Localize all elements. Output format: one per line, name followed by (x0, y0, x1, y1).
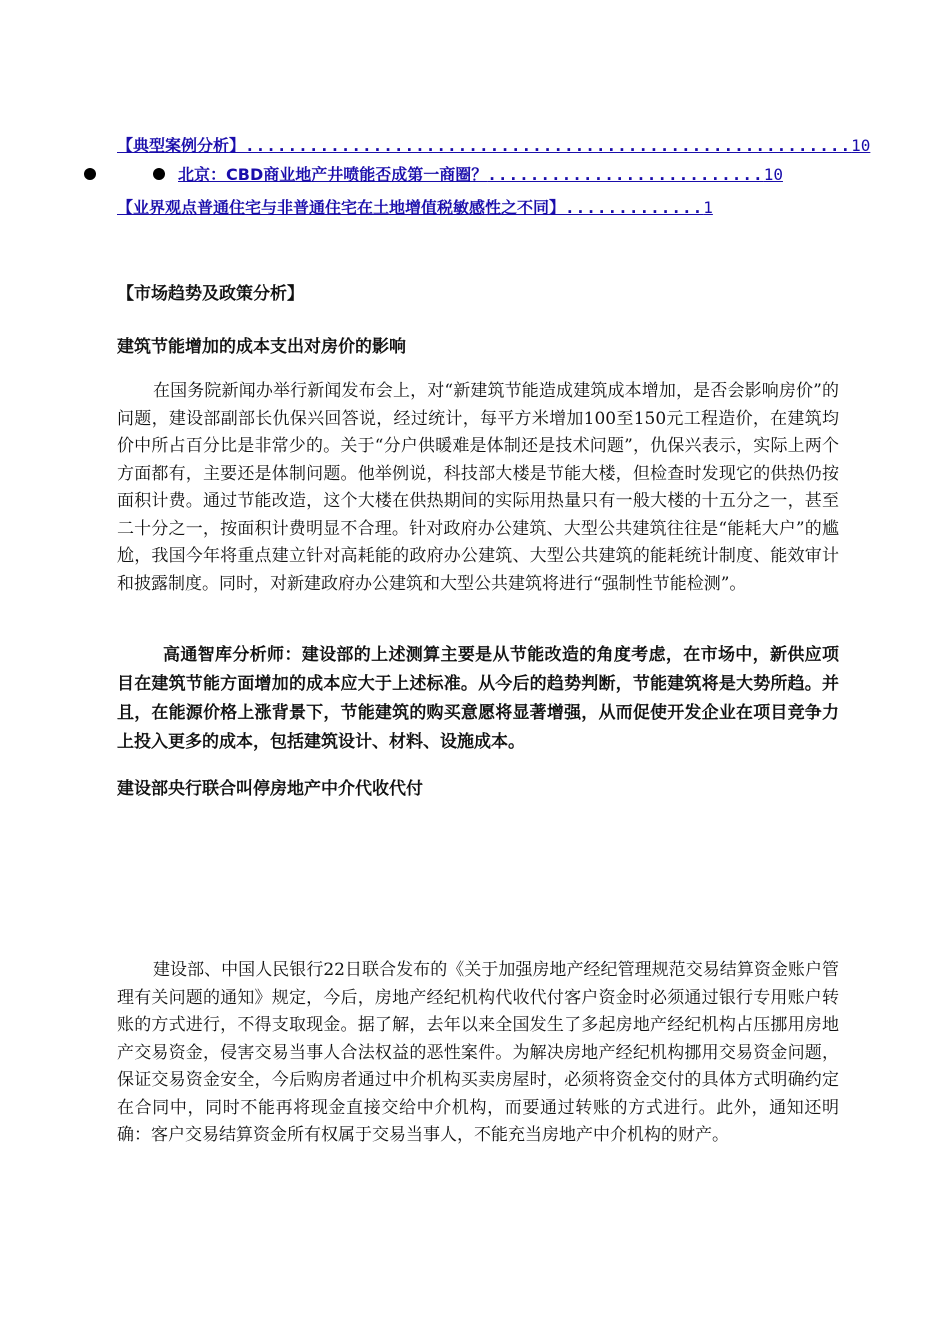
toc-leader-dots: ............. (565, 198, 704, 217)
article-paragraph-energy-saving: 在国务院新闻办举行新闻发布会上，对“新建筑节能造成建筑成本增加，是否会影响房价”的问题，建设部副部长仇保兴回答说，经过统计，每平方米增加100至150元工程造价，在建筑均价中所占百分比是非常少的。关于“分户供暖难是体制还是技术问题”，仇保兴表示，实际上两个方面都有，主要还是体制问题。他举例说，科技部大楼是节能大楼，但检查时发现它的供热仍按面积计费。通过节能改造，这个大楼在供热期间的实际用热量只有一般大楼的十五分之一，甚至二十分之一，按面积计费明显不合理。针对政府办公建筑、大型公共建筑往往是“能耗大户”的尴尬，我国今年将重点建立针对高耗能的政府办公建筑、大型公共建筑的能耗统计制度、能效审计和披露制度。同时，对新建政府办公建筑和大型公共建筑将进行“强制性节能检测”。 (117, 381, 839, 594)
toc-link-industry-views[interactable] (117, 196, 791, 220)
article-paragraph-agency-payments: 建设部、中国人民银行22日联合发布的《关于加强房地产经纪管理规范交易结算资金账户管理有关问题的通知》规定，今后，房地产经纪机构代收代付客户资金时必须通过银行专用账户转账的方式进行，不得支取现金。据了解，去年以来全国发生了多起房地产经纪机构占压挪用房地产交易资金，侵害交易当事人合法权益的恶性案件。为解决房地产经纪机构挪用交易资金问题，保证交易资金安全，今后购房者通过中介机构买卖房屋时，必须将资金交付的具体方式明确约定在合同中，同时不能再将现金直接交给中介机构，而要通过转账的方式进行。此外，通知还明确：客户交易结算资金所有权属于交易当事人，不能充当房地产中介机构的财产。 (117, 960, 839, 1145)
toc-link-beijing-cbd[interactable] (178, 163, 792, 187)
toc-leader-dots: .......................... (487, 165, 764, 184)
analyst-commentary: 高通智库分析师：建设部的上述测算主要是从节能改造的角度考虑，在市场中，新供应项目在建筑节能方面增加的成本应大于上述标准。从今后的趋势判断，节能建筑将是大势所趋。并且，在能源价格上涨背景下，节能建筑的购买意愿将显著增强，从而促使开发企业在项目竞争力上投入更多的成本，包括建筑设计、材料、设施成本。 (117, 645, 839, 752)
toc-leader-dots: ......................................................... (245, 136, 852, 155)
toc-page-number: 10 (763, 165, 783, 184)
article-title-agency-payments: 建设部央行联合叫停房地产中介代收代付 (117, 779, 423, 799)
toc-entry-text: 北京：CBD商业地产井喷能否成第一商圈？ (178, 165, 488, 184)
article-title-energy-saving: 建筑节能增加的成本支出对房价的影响 (117, 337, 406, 357)
section-heading-market-policy: 【市场趋势及政策分析】 (117, 284, 304, 304)
toc-entry-text: 【典型案例分析】 (117, 136, 246, 155)
toc-page-number: 1 (703, 198, 713, 217)
toc-page-number: 10 (851, 136, 871, 155)
bullet-icon (84, 168, 96, 180)
toc-entry-text: 【业界观点普通住宅与非普通住宅在土地增值税敏感性之不同】 (117, 198, 566, 217)
toc-link-case-analysis[interactable] (117, 134, 871, 158)
bullet-icon (153, 168, 165, 180)
